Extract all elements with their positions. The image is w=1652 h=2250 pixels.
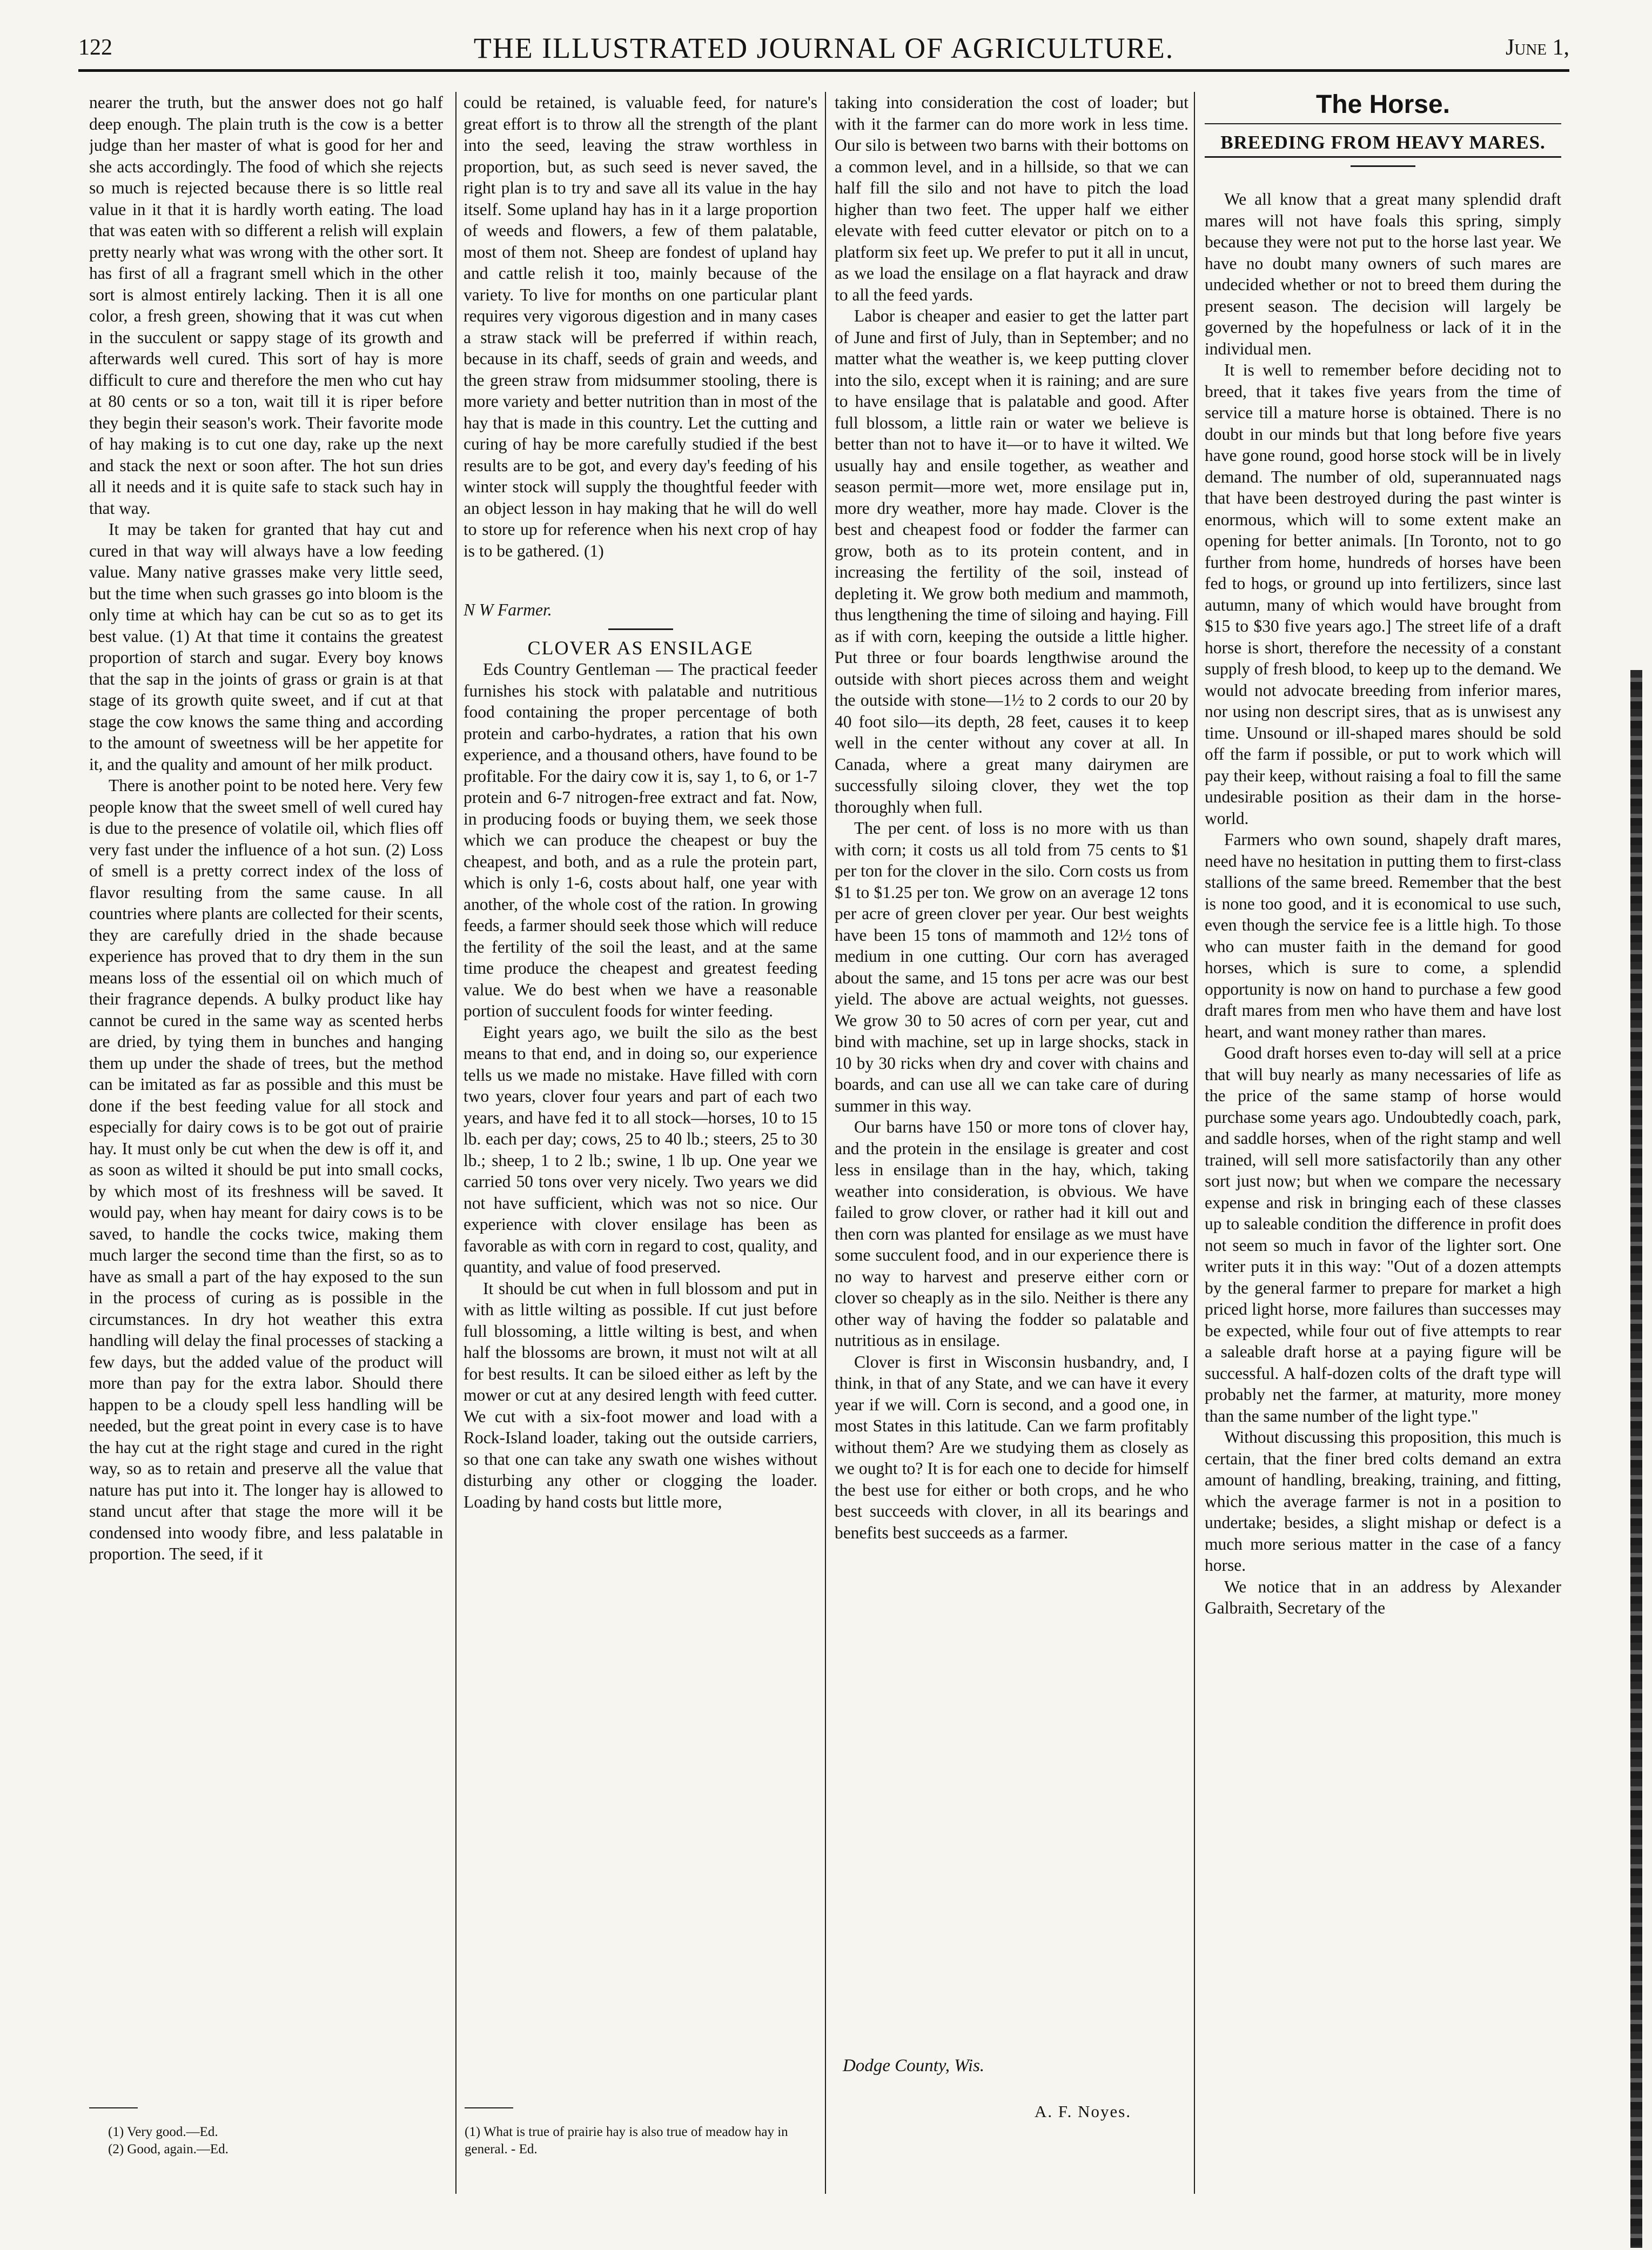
col1-footnote-rule (89, 2107, 138, 2108)
col2-footnote-rule (465, 2107, 513, 2108)
column-rule-2 (825, 92, 826, 2194)
col4-paragraph: We notice that in an address by Alexander Galbraith, Secretary of the (1205, 1577, 1561, 1617)
col2-paragraph: It should be cut when in full blossom and put in with as little wilting as possible. If cut just before full blossoming, a little wilting is best, and when half the blossoms are brown, it must not wilt at all for best results. It can be siloed either as left by the mower or cut at any desired length with feed cutter. We cut with a six-foot mower and load with a Rock-Island loader, taking out the outside carriers, so that one can take any swath one wishes without disturbing any other or clogging the loader. Loading by hand costs but little more, (464, 1278, 817, 1511)
column-2 (464, 92, 817, 2102)
col4-paragraph: Good draft horses even to-day will sell at a price that will buy nearly as many necessaries of life as the price of the same stamp of horse would purchase some years ago. Undoubtedly coach, park, and saddle horses, when of the right stamp and well trained, will sell more satisfactorily than any other sort just now; but when we compare the necessary expense and risk in bringing each of these classes up to saleable condition the difference in profit does not seem so much in favor of the lighter sort. One writer puts it in this way: "Out of a dozen attempts by the general farmer to prepare for market a high priced light horse, more failures than successes may be expected, while four out of five attempts to rear a saleable draft horse at a paying figure will be successful. A half-dozen colts of the draft type will probably net the farmer, at maturity, more money than the same number of the light type." (1205, 1043, 1561, 1425)
col1-paragraph: It may be taken for granted that hay cut and cured in that way will always have a low feeding value. Many native grasses make very little seed, but the time when such grasses go into bloom is the only time at which hay can be cut so as to get its best value. (1) At that time it contains the greatest proportion of starch and sugar. Every boy knows that the sap in the joints of grass or grain is at that stage of its growth quite sweet, and if cut at that stage the cow knows the same thing and according to the amount of sweetness will be her appetite for it, and the quality and amount of her milk product. (89, 520, 443, 774)
column-3 (835, 92, 1188, 2059)
breeding-heading: BREEDING FROM HEAVY MARES. (1205, 132, 1561, 158)
col3-paragraph: Labor is cheaper and easier to get the latter part of June and first of July, than in September; and no matter what the weather is, we keep putting clover into the silo, except when it is raining; and are sure to have ensilage that is palatable and good. After full blossom, a little rain or water we believe is better than not to have it—or to have it wilted. We usually hay and ensile together, as weather and season permit—more wet, more ensilage put in, more dry weather, more hay made. Clover is the best and cheapest food or fodder the farmer can grow, both as to its protein content, and in increasing the fertility of the soil, instead of depleting it. We grow both medium and mammoth, thus lengthening the time of siloing and haying. Fill as if with corn, keeping the outside a little higher. Put three or four boards lengthwise around the outside with short pieces across them and weight the outside with stone—1½ to 2 cords to our 20 by 40 foot silo—its depth, 28 feet, causes it to keep well in the center without any cover at all. In Canada, where a great many dairymen are successfully siloing clover, they wet the top thoroughly when full. (835, 306, 1188, 816)
col1-footnotes (108, 2124, 432, 2158)
col3-paragraph: The per cent. of loss is no more with us than with corn; it costs us all told from 75 cents to $1 per ton for the clover in the silo. Corn costs us from $1 to $1.25 per ton. We grow on an average 12 tons per acre of green clover per year. Our best weights have been 15 tons of mammoth and 12½ tons of medium in one cutting. Our corn has averaged about the same, and 15 tons per acre was our best yield. The above are actual weights, not guesses. We grow 30 to 50 acres of corn per year, cut and bind with machine, set up in large shocks, stack in 10 by 30 ricks when dry and cover with chains and boards, and can use all we can take care of during summer in this way. (835, 819, 1188, 1115)
footnote: (2) Good, again.—Ed. (108, 2142, 229, 2157)
clover-ensilage-heading: CLOVER AS ENSILAGE (527, 637, 754, 659)
col3-paragraph: Our barns have 150 or more tons of clover hay, and the protein in the ensilage is greater and cost less in ensilage than in the hay, which, taking weather into consideration, is obvious. We have failed to grow clover, or rather had it kill out and then corn was planted for ensilage as we must have some succulent food, and in our experience there is no way to harvest and preserve either corn or clover so cheaply as in the silo. Neither is there any other way of having the fodder so palatable and nutritious as in ensilage. (835, 1117, 1188, 1350)
section-divider (608, 628, 673, 630)
col2-footnote: (1) What is true of prairie hay is also true of meadow hay in general. - Ed. (465, 2125, 788, 2157)
page-number: 122 (78, 35, 112, 60)
column-1 (89, 92, 443, 2091)
col4-paragraph: Farmers who own sound, shapely draft mares, need have no hesitation in putting them to first-class stallions of the same breed. Remember that the best is none too good, and it is economical to use such, even though the service fee is a little high. To those who can muster faith in the demand for good horses, which is sure to come, a splendid opportunity is now on hand to purchase a few good draft mares from men who have them and have lost heart, and want money rather than mares. (1205, 830, 1561, 1041)
column-rule-1 (455, 92, 456, 2194)
page-header (78, 31, 1569, 72)
footnote: (1) Very good.—Ed. (108, 2125, 218, 2139)
heading-divider (1351, 165, 1415, 167)
section-title-the-horse: The Horse. (1315, 92, 1450, 119)
issue-date: June 1, (1506, 35, 1569, 60)
col2-paragraph: Eds Country Gentleman — The practical feeder furnishes his stock with palatable and nutritious food containing the proper percentage of both protein and carbo-hydrates, a ration that his own experience, and a thousand others, have found to be profitable. For the dairy cow it is, say 1, to 6, or 1-7 protein and 6-7 nitrogen-free extract and fat. Now, in producing foods or buying them, we seek those which we can produce the cheapest or buy the cheapest, and both, and as a rule the protein part, which is only 1-6, costs about half, one year with another, of the whole cost of the ration. In growing feeds, a farmer should seek those which will reduce the fertility of the soil the least, and at the same time produce the cheapest and greatest feeding value. We do best when we have a reasonable portion of succulent foods for winter feeding. (464, 660, 817, 1020)
journal-title: THE ILLUSTRATED JOURNAL OF AGRICULTURE. (473, 32, 1174, 64)
column-4 (1205, 92, 1561, 2232)
col4-paragraph: It is well to remember before deciding not to breed, that it takes five years from the time of service till a mature horse is obtained. There is no doubt in our minds but that long before five years have gone round, good horse stock will be in lively demand. The number of old, superannuated nags that have been destroyed during the past winter is enormous, which will to some extent make an opening for better animals. [In Toronto, not to go further from home, hundreds of horses have been fed to hogs, or ground up into fertilizers, since last autumn, many of which would have brought from $15 to $30 five years ago.] The street life of a draft horse is short, therefore the necessity of a constant supply of fresh blood, to keep up to the demand. We would not advocate breeding from inferior mares, nor using non descript sires, that as is unwisest any time. Unsound or ill-shaped mares should be sold off the farm if possible, or put to work which will pay their keep, without raising a foal to fill the same undesirable position as their dam in the horse-world. (1205, 360, 1561, 828)
col2-paragraph: could be retained, is valuable feed, for nature's great effort is to throw all the strength of the plant into the seed, leaving the straw worthless in proportion, but, as such seed is never saved, the right plan is to try and save all its value in the hay itself. Some upland hay has in it a large proportion of weeds and flowers, a few of them palatable, most of them not. Sheep are fondest of upland hay and cattle relish it too, mainly because of the variety. To live for months on one particular plant requires very vigorous digestion and in many cases a straw stack will be preferred if within reach, because in its chaff, seeds of grain and weeds, and the green straw from midsummer stooling, there is more variety and better nutrition than in most of the hay that is made in this country. Let the cutting and curing of hay be more carefully studied if the best results are to be got, and every day's feeding of his winter stock will supply the thoughtful feeder with an object lesson in hay making that he will do well to store up for reference when his next crop of hay is to be gathered. (1) (464, 93, 817, 560)
binding-edge-shadow (1630, 670, 1642, 2248)
col2-signature: N W Farmer. (464, 600, 552, 619)
author-signature: A. F. Noyes. (1035, 2102, 1132, 2121)
col2-paragraph: Eight years ago, we built the silo as the best means to that end, and in doing so, our experience tells us we made no mistake. Have filled with corn two years, clover four years and part of each two years, and have fed it to all stock—horses, 10 to 15 lb. each per day; cows, 25 to 40 lb.; steers, 25 to 30 lb.; sheep, 1 to 2 lb.; swine, 1 lb up. One year we carried 50 tons over very nicely. Two years we did not have sufficient, which was not so nice. Our experience with clover ensilage has been as favorable as with corn in regard to cost, quality, and quantity, and value of food preserved. (464, 1022, 817, 1276)
col3-paragraph: Clover is first in Wisconsin husbandry, and, I think, in that of any State, and we can have it every year if we will. Corn is second, and a good one, in most States in this latitude. Can we farm profitably without them? Are we studying them as closely as we ought to? It is for each one to decide for himself the best use for either or both crops, and he who best succeeds with clover, in all its bearings and benefits best succeeds as a farmer. (835, 1352, 1188, 1542)
col1-paragraph: nearer the truth, but the answer does not go half deep enough. The plain truth is the cow is a better judge than her master of what is good for her and she acts accordingly. The food of which she rejects so much is rejected because there is so little real value in it that it is hardly worth eating. The load that was eaten with so different a relish will explain pretty nearly what was wrong with the other sort. It has first of all a fragrant smell which in the other sort is almost entirely lacking. Then it is all one color, a fresh green, showing that it was cut when in the succulent or sappy stage of its growth and afterwards well cured. This sort of hay is more difficult to cure and therefore the men who cut hay at 80 cents or so a ton, wait till it is riper before they begin their season's work. Their favorite mode of hay making is to cut one day, rake up the next and stack the next or soon after. The hot sun dries all it needs and it is quite safe to stack such hay in that way. (89, 93, 443, 518)
col1-paragraph: There is another point to be noted here. Very few people know that the sweet smell of well cured hay is due to the presence of volatile oil, which flies off very fast under the influence of a hot sun. (2) Loss of smell is a pretty correct index of the loss of flavor resulting from the same cause. In all countries where plants are collected for their scents, they are carefully dried in the shade because experience has proved that to dry them in the sun means loss of the essential oil on which much of their fragrance depends. A bulky product like hay cannot be cured in the same way as scented herbs are dried, by tying them in bunches and hanging them up under the shade of trees, but the method can be imitated as far as possible and this must be done if the best feeding value for all stock and especially for dairy cows is to be got out of prairie hay. It must only be cut when the dew is off it, and as soon as wilted it should be put into small cocks, by which most of its freshness will be saved. It would pay, when hay meant for dairy cows is to be saved, to handle the cocks twice, making them much larger the second time than the first, so as to have as small a part of the hay exposed to the sun in the process of curing as is possible in the circumstances. In dry hot weather this extra handling will delay the final processes of stacking a few days, but the added value of the product will more than pay for the extra labor. Should there happen to be a cloudy spell less handling will be needed, but the great point in every case is to have the hay cut at the right stage and cured in the right way, so as to retain and preserve all the value that nature has put into it. The longer hay is allowed to stand uncut after that stage the more will it be condensed into woody fibre, and less palatable in proportion. The seed, if it (89, 776, 443, 1563)
column-rule-3 (1194, 92, 1195, 2194)
col4-paragraph: Without discussing this proposition, this much is certain, that the finer bred colts demand an extra amount of handling, breaking, training, and fitting, which the average farmer is not in a position to undertake; besides, a slight mishap or defect is a much more serious matter in the case of a fancy horse. (1205, 1428, 1561, 1575)
section-divider (1205, 123, 1561, 124)
location-line: Dodge County, Wis. (843, 2056, 985, 2075)
col4-paragraph: We all know that a great many splendid draft mares will not have foals this spring, simply because they were not put to the horse last year. We have no doubt many owners of such mares are undecided whether or not to breed them during the present season. The decision will largely be governed by the hopefulness or lack of it in the individual men. (1205, 190, 1561, 358)
col3-paragraph: taking into consideration the cost of loader; but with it the farmer can do more work in less time. Our silo is between two barns with their bottoms on a common level, and in a hillside, so that we can half fill the silo and not have to pitch the load higher than two feet. The upper half we either elevate with feed cutter elevator or pitch on to a platform six feet up. We prefer to put it all in uncut, as we load the ensilage on a flat hayrack and draw to all the feed yards. (835, 93, 1188, 304)
